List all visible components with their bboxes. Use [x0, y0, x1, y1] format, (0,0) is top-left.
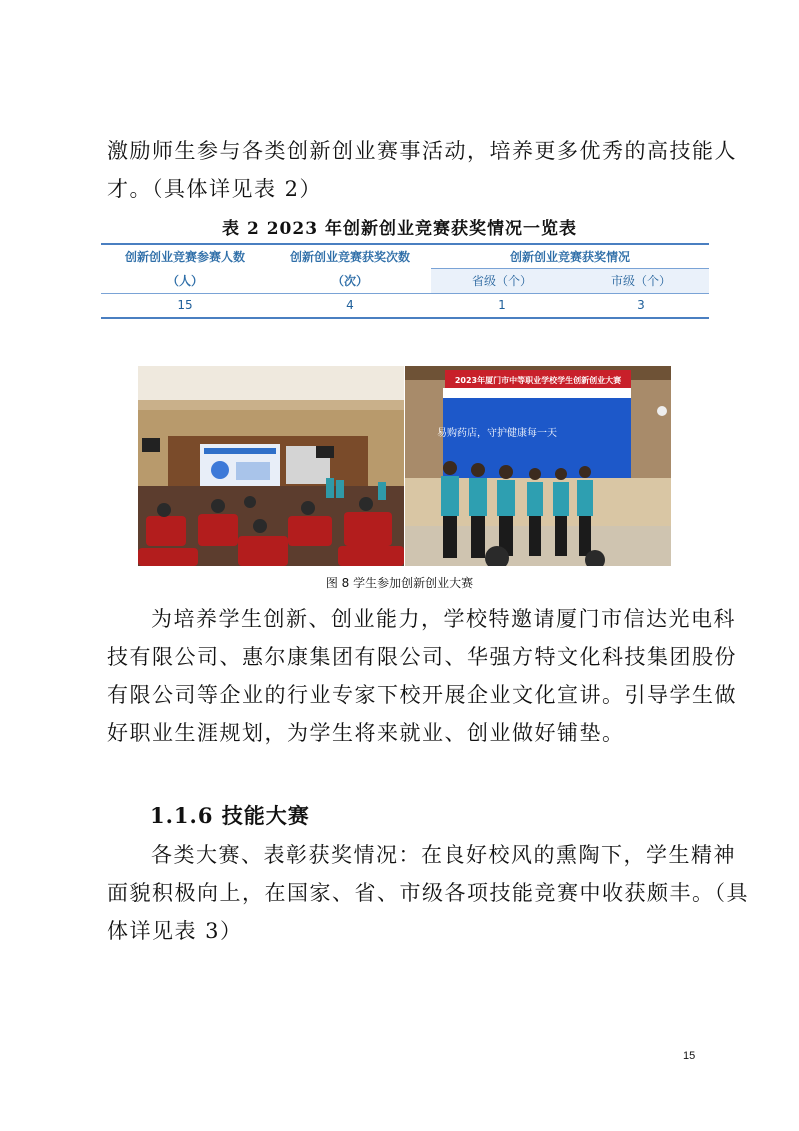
col-header-awards-unit: （次）	[331, 273, 368, 288]
section-line: 体详见表 3）	[107, 919, 243, 943]
page-number: 15	[683, 1050, 696, 1062]
col-header-participants: 创新创业竞赛参赛人数	[124, 250, 245, 264]
photo-auditorium	[138, 366, 404, 566]
stage-screen-text: 易购药店，守护健康每一天	[437, 428, 557, 439]
col-header-participants-unit: （人）	[166, 273, 203, 288]
intro-paragraph	[107, 132, 737, 208]
body-line: 好职业生涯规划，为学生将来就业、创业做好铺垫。	[107, 721, 625, 745]
stage-banner-text: 2023年厦门市中等职业学校学生创新创业大赛	[454, 376, 622, 385]
cell-province: 1	[498, 298, 506, 313]
body-paragraph	[107, 600, 737, 752]
figure-caption: 图 8 学生参加创新创业大赛	[325, 576, 474, 590]
intro-line: 才。（具体详见表 2）	[107, 177, 323, 201]
section-heading: 1.1.6 技能大赛	[150, 803, 310, 828]
cell-participants: 15	[177, 298, 193, 313]
section-line: 各类大赛、表彰获奖情况：在良好校风的熏陶下，学生精神	[151, 843, 736, 867]
group-header-award-status: 创新创业竞赛获奖情况	[431, 244, 709, 268]
sub-header-city: 市级（个）	[573, 268, 709, 293]
section-line: 面貌积极向上，在国家、省、市级各项技能竞赛中收获颇丰。（具	[107, 881, 749, 905]
award-table	[101, 243, 709, 319]
stage-photo-image	[405, 366, 671, 566]
intro-line: 激励师生参与各类创新创业赛事活动，培养更多优秀的高技能人	[107, 139, 737, 163]
section-paragraph	[107, 836, 749, 950]
table-row	[101, 293, 709, 318]
cell-city: 3	[637, 298, 645, 313]
body-line: 技有限公司、惠尔康集团有限公司、华强方特文化科技集团股份	[107, 645, 737, 669]
col-header-awards: 创新创业竞赛获奖次数	[289, 250, 410, 264]
sub-header-province: 省级（个）	[431, 268, 573, 293]
photo-stage	[405, 366, 671, 566]
body-line: 有限公司等企业的行业专家下校开展企业文化宣讲。引导学生做	[107, 683, 737, 707]
auditorium-photo-image	[138, 366, 404, 566]
body-line: 为培养学生创新、创业能力，学校特邀请厦门市信达光电科	[151, 607, 736, 631]
cell-awards: 4	[346, 298, 354, 313]
table-caption: 表 2 2023 年创新创业竞赛获奖情况一览表	[222, 219, 577, 239]
